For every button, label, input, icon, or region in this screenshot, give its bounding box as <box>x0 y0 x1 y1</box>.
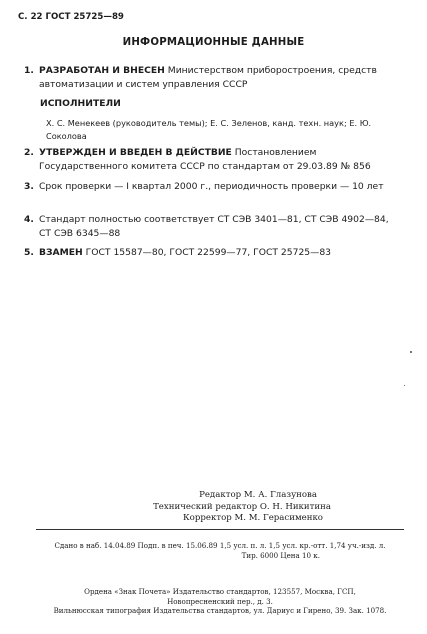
info-item-3 <box>24 180 394 194</box>
info-item-4 <box>24 213 394 241</box>
print-info <box>30 541 410 560</box>
imprint-block <box>0 490 427 525</box>
item-text: ГОСТ 15587—80, ГОСТ 22599—77, ГОСТ 25725—83 <box>82 247 332 258</box>
performers-heading: ИСПОЛНИТЕЛИ <box>40 98 121 109</box>
print-info-line-1: Сдано в наб. 14.04.89 Подп. в печ. 15.06.89 1,5 усл. п. л. 1,5 усл. кр.-отт. 1,74 уч.-изд. л. <box>54 541 386 550</box>
publisher-line-1: Ордена «Знак Почета» Издательство стандартов, 123557, Москва, ГСП, <box>84 587 356 596</box>
item-text: Стандарт полностью соответствует СТ СЭВ 3401—81, СТ СЭВ 4902—84, СТ СЭВ 6345—88 <box>39 214 389 239</box>
item-text: Постановлением Государственного комитета СССР по стандартам от 29.03.89 № 856 <box>39 147 371 172</box>
scan-speck <box>410 351 412 353</box>
item-text: Срок проверки — I квартал 2000 г., периодичность проверки — 10 лет <box>39 181 384 192</box>
item-number: 4. <box>24 214 34 225</box>
publisher-info <box>30 587 410 616</box>
info-item-5 <box>24 246 394 260</box>
document-title: ИНФОРМАЦИОННЫЕ ДАННЫЕ <box>122 37 305 48</box>
item-text: Министерством приборостроения, средств автоматизации и систем управления СССР <box>39 65 377 90</box>
page-header: С. 22 ГОСТ 25725—89 <box>18 12 124 22</box>
item-lead: РАЗРАБОТАН И ВНЕСЕН <box>39 65 165 76</box>
item-number: 2. <box>24 147 34 158</box>
item-number: 5. <box>24 247 34 258</box>
publisher-line-2: Новопресненский пер., д. 3. <box>167 596 273 606</box>
editor-line: Редактор М. А. Глазунова <box>199 490 317 500</box>
info-item-1 <box>24 64 394 92</box>
info-item-2 <box>24 146 394 174</box>
publisher-line-3: Вильнюсская типография Издательства стандартов, ул. Дариус и Гирено, 39. Зак. 1078. <box>53 606 387 615</box>
divider-line <box>36 529 404 530</box>
item-number: 3. <box>24 181 34 192</box>
print-info-line-2: Тир. 6000 Цена 10 к. <box>241 550 320 560</box>
corrector-line: Корректор М. М. Герасименко <box>183 513 323 523</box>
item-number: 1. <box>24 65 34 76</box>
item-lead: УТВЕРЖДЕН И ВВЕДЕН В ДЕЙСТВИЕ <box>39 147 232 158</box>
performers-names: Х. С. Менекеев (руководитель темы); Е. С. Зеленов, канд. техн. наук; Е. Ю. Соколова <box>46 118 372 141</box>
tech-editor-line: Технический редактор О. Н. Никитина <box>153 501 331 512</box>
scan-speck <box>404 385 405 386</box>
item-lead: ВЗАМЕН <box>39 247 83 258</box>
